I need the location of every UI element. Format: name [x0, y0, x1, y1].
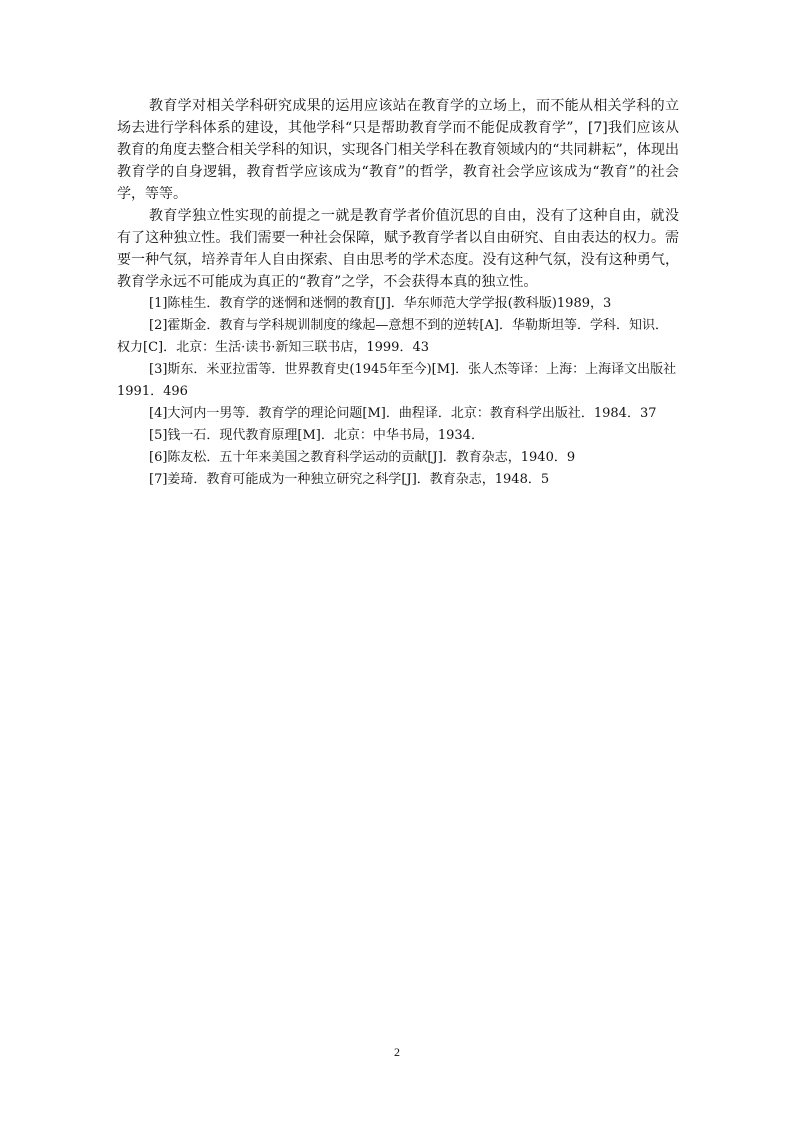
reference-item-3: [3]斯东．米亚拉雷等．世界教育史(1945年至今)[M]．张人杰等译：上海：上海译文出版社 1991．496: [117, 362, 677, 399]
body-paragraph-1: 教育学对相关学科研究成果的运用应该站在教育学的立场上，而不能从相关学科的立场去进行学科体系的建设，其他学科“只是帮助教育学而不能促成教育学”，[7]我们应该从教育的角度去整合相关学科的知识，实现各门相关学科在教育领域内的“共同耕耘”，体现出教育学的自身逻辑，教育哲学应该成为“教育”的哲学，教育社会学应该成为“教育”的社会学，等等。: [117, 98, 679, 202]
reference-item-1: [1]陈桂生．教育学的迷惘和迷惘的教育[J]．华东师范大学学报(教科版)1989，3: [149, 296, 612, 311]
reference-item-4: [4]大河内一男等．教育学的理论问题[M]．曲程译．北京：教育科学出版社．1984．37: [149, 406, 657, 421]
reference-list: [117, 293, 679, 491]
reference-item-2: [2]霍斯金．教育与学科规训制度的缘起—意想不到的逆转[A]．华勒斯坦等．学科．知识．权力[C]．北京：生活·读书·新知三联书店，1999．43: [117, 318, 668, 355]
reference-item-5: [5]钱一石．现代教育原理[M]．北京：中华书局，1934．: [149, 428, 484, 443]
body-paragraph-2: 教育学独立性实现的前提之一就是教育学者价值沉思的自由，没有了这种自由，就没有了这种独立性。我们需要一种社会保障，赋予教育学者以自由研究、自由表达的权力。需要一种气氛，培养青年人自由探索、自由思考的学术态度。没有这种气氛，没有这种勇气，教育学永远不可能成为真正的“教育”之学，不会获得本真的独立性。: [117, 208, 679, 290]
document-body: [117, 95, 679, 491]
page-number: 2: [394, 1045, 400, 1059]
reference-item-7: [7]姜琦．教育可能成为一种独立研究之科学[J]．教育杂志，1948．5: [149, 472, 550, 487]
reference-item-6: [6]陈友松．五十年来美国之教育科学运动的贡献[J]．教育杂志，1940．9: [149, 450, 576, 465]
